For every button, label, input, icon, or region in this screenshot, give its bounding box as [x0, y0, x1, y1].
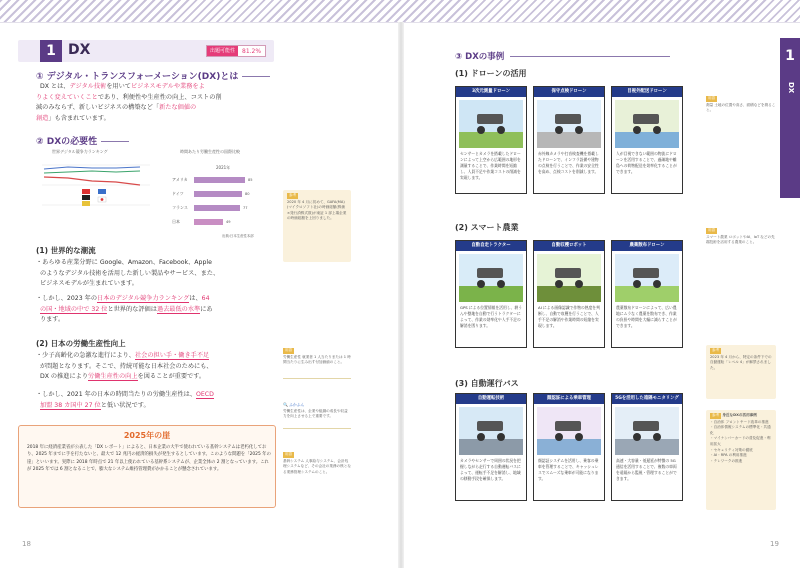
exam-rate-value: 81.2% — [238, 46, 265, 56]
chapter-title: DX — [68, 42, 91, 58]
subsection-smart-agri-title: (2) スマート農業 — [455, 223, 519, 232]
case-card-illustration — [537, 254, 601, 302]
subsection-1-2-title: (2) 日本の労働生産性向上 — [36, 339, 126, 348]
productivity-bar-value: 49 — [226, 220, 231, 224]
productivity-bar — [194, 177, 245, 183]
productivity-bar-label: アメリカ — [172, 177, 188, 182]
case-card-illustration — [615, 407, 679, 455]
exam-rate-badge — [206, 45, 266, 57]
side-divider-1 — [283, 378, 351, 379]
productivity-bar-label: ドイツ — [172, 191, 184, 196]
bullet-japan-ranking: ・しかし、2023 年の日本のデジタル競争力ランキングは、64 の国・地域の中で 32 位と世界的な評価は過去最低の水準にあ ります。 — [36, 295, 213, 323]
productivity-bar-value: 85 — [248, 178, 253, 182]
section-1-title: ① デジタル・トランスフォーメーション(DX)とは — [36, 69, 270, 82]
case-card-illustration — [615, 254, 679, 302]
chapter-tab-label: DX — [787, 82, 795, 94]
dx-case-item: ・テレワークの推進 — [710, 458, 743, 463]
side-note-gafam: 参考 2020 年 4 月に初めて、GAFA(MA)(マイクロソフト社)の時価総額(株価×発行済株式数)が東証 1 部上場企業の時価総額を上回りました。 — [283, 190, 351, 262]
case-card-illustration — [459, 100, 523, 148]
case-card — [533, 240, 605, 348]
chart2-caption: 時間あたり労働生産性の国際比較 — [180, 149, 240, 154]
chart2-source: 出典:日本生産性本部 — [222, 234, 254, 238]
case-card-title: 農薬散布ドローン — [612, 241, 682, 251]
chart2-year: 2021年 — [216, 165, 231, 170]
productivity-bar — [194, 205, 240, 211]
case-card — [611, 240, 683, 348]
bullet-oecd-rank: ・しかし、2021 年の日本の時間当たりの労働生産性は、OECD 加盟 38 カ国中 27 位と低い状況です。 — [36, 391, 214, 409]
magnifier-icon: 🔍 — [283, 402, 288, 407]
case-card-title: 3次元測量ドローン — [456, 87, 526, 97]
productivity-bar-value: 80 — [245, 192, 250, 196]
side-note-productivity-tip: 🔍 ふかふん 労働生産性は、企業や組織の成長や収益力を向上させる上で重要です。 — [283, 402, 348, 419]
case-card-title: 目視外配送ドローン — [612, 87, 682, 97]
section-2-title: ② DXの必要性 — [36, 134, 129, 147]
case-card — [611, 393, 683, 501]
case-card-illustration — [537, 100, 601, 148]
case-card-illustration — [459, 407, 523, 455]
cliff-2025-text: 2018 年に経済産業省が公表した「DX レポート」によると、日本企業の大半で使われている基幹システムは老朽化しており、2025 年までに手を打たないと、最大で 12 兆円の経済的損失が発生するとしています。このような問題を「2025 年の崖」といいます。実際に 2018 年時点で 21 年以上使われている基幹系システムが、企業全体の 2 割となっています。これが 2025 年では 6 割となることで、膨大なシステム維持管理費がかかることが懸念されています。 — [27, 445, 271, 473]
case-card-text: AI による画像認識で作物の熟度を判断し、自動で収穫を行うことで、人手不足の解消や作業時間の短縮を実現します。 — [538, 305, 600, 328]
bullet-labor-shortage: ・少子高齢化の急激な進行により、社会の担い手・働き手不足 が問題となります。そこで、持続可能な日本社会のためにも、 DX の推進により労働生産性の向上を図ることが重要です。 — [36, 352, 213, 380]
case-card-title: 自動収穫ロボット — [534, 241, 604, 251]
case-card-text: 農薬散布ドローンによって、広い農地にムラなく農薬を散布でき、作業の負担や時間を大幅に減らすことができます。 — [616, 305, 677, 328]
case-card-title: 自動自走トラクター — [456, 241, 526, 251]
side-note-core-system: 用語 基幹システム 人事給与システム、会計処理システムなど、その会社の業務の核となる業務管理システムのこと。 — [283, 452, 351, 474]
section-3-title: ③ DXの事例 — [455, 50, 670, 62]
dx-case-item: ・マイナンバーカードの普及促進・利用拡大 — [710, 436, 771, 446]
page-number-right: 19 — [770, 540, 779, 548]
side-note-level4: 参考 2023 年 4 月から、特定の条件下での自動運転「レベル 4」が解禁されました。 — [706, 345, 776, 399]
page-gutter — [398, 22, 404, 568]
case-card — [455, 393, 527, 501]
productivity-bar — [194, 191, 242, 197]
side-divider-2 — [283, 428, 351, 429]
productivity-bar-row — [172, 187, 272, 201]
page-number-left: 18 — [22, 540, 31, 548]
digital-ranking-chart — [38, 149, 156, 227]
chart1-caption: 世界デジタル競争力ランキング — [52, 149, 108, 154]
case-card — [611, 86, 683, 194]
case-card-title: 5Gを活用した遠隔モニタリング — [612, 394, 682, 404]
productivity-bar-row — [172, 173, 272, 187]
subsection-drone-title: (1) ドローンの活用 — [455, 69, 527, 78]
productivity-bar-label: 日本 — [172, 219, 180, 224]
dx-case-item: ・自治体 フロントヤード改革の推進 — [710, 419, 769, 424]
productivity-bar — [194, 219, 223, 225]
productivity-bar-value: 77 — [243, 206, 248, 210]
case-card — [455, 86, 527, 194]
side-note-survey: 用語 測量 土地の位置や高さ、面積などを測ること。 — [706, 96, 776, 113]
case-card-text: 高速・大容量・低遅延が特徴の 5G 通信を活用することで、複数の車両を遠隔から監視・管理することができます。 — [616, 458, 677, 481]
case-card — [533, 393, 605, 501]
header-stripes — [0, 0, 800, 22]
productivity-bar-row — [172, 215, 272, 229]
dx-case-item: ・AI・RPA の利用推進 — [710, 453, 747, 458]
subsection-auto-bus-title: (3) 自動運行バス — [455, 379, 519, 388]
bullet-global-trend: ・あらゆる産業分野に Google、Amazon、Facebook、Apple のようなデジタル技術を活用した新しい製品やサービス、また、 ビジネスモデルが生まれています。 — [36, 259, 220, 287]
case-card-title: 保守点検ドローン — [534, 87, 604, 97]
case-card-illustration — [459, 254, 523, 302]
dx-case-item: ・自治体情報システムの標準化・共通化 — [710, 425, 771, 435]
case-card-text: 人が目視できない範囲の物流にドローンを活用することで、過疎地や離島への荷物配送を効率化することができます。 — [616, 151, 677, 174]
case-card-text: 赤外線カメラや打音検査機を搭載したドローンで、インフラ設備や建物の点検を行うことで、作業の安全性を高め、点検コストを削減します。 — [538, 151, 599, 174]
chapter-number: 1 — [40, 40, 62, 62]
productivity-bar-row — [172, 201, 272, 215]
exam-rate-label: 出題可能性 — [207, 46, 238, 56]
cliff-2025-box — [18, 425, 276, 508]
case-card-text: 顔認証システムを活用し、乗客の乗車を管理することで、キャッシュレスでスムーズな乗車が可能になります。 — [538, 458, 599, 481]
case-card-text: カメラやセンサーで周囲の状況を把握しながら走行する自動運転バスによって、運転手不足を解消し、地域の移動手段を確保します。 — [460, 458, 521, 481]
case-card-illustration — [615, 100, 679, 148]
case-card-illustration — [537, 407, 601, 455]
section-1-body: DX とは、デジタル技術を用いてビジネスモデルや業務をよ りよく変えていくことであり、利便性や生産性の向上、コストの削 減のみならず、新しいビジネスの構築など「新たな価値の 創造」も含まれています。 — [36, 83, 222, 122]
cliff-2025-title: 2025年の崖 — [123, 431, 171, 440]
subsection-1-1-title: (1) 世界的な潮流 — [36, 246, 96, 255]
case-card — [533, 86, 605, 194]
case-card-text: センサーとカメラを搭載したドローンによって上空から広範囲の地形を測量することで、作業時間を短縮し、人員不足や作業コストの削減を実現します。 — [460, 151, 521, 180]
chapter-tab-number: 1 — [785, 48, 795, 64]
case-card — [455, 240, 527, 348]
productivity-chart — [172, 149, 272, 241]
side-note-smart-agri: 用語 スマート農業 ロボットやAI、IoT などの先端技術を活用する農業のこと。 — [706, 228, 775, 245]
case-card-text: GPS による位置情報を活用し、耕うんや整地を自動で行うトラクターによって、作業の効率化や人手不足の解消を図ります。 — [460, 305, 523, 328]
case-card-title: 自動運転技術 — [456, 394, 526, 404]
productivity-bar-label: フランス — [172, 205, 188, 210]
case-card-title: 顔認証による乗車管理 — [534, 394, 604, 404]
dx-case-item: ・セキュリティ対策の徹底 — [710, 447, 753, 452]
ranking-line-graph — [38, 155, 156, 227]
side-note-productivity-term: 用語 労働生産性 就業者 1 人当たりまたは 1 時間当たりに生み出す付加価値のこと。 — [283, 348, 351, 365]
side-note-dx-cases: 参考 身近なDXの活用事例 ・自治体 フロントヤード改革の推進 ・自治体情報システムの標準化・共通化 ・マイナンバーカードの普及促進・利用拡大 ・セキュリティ対策の徹底 ・AI・RPA の利用推進 ・テレワークの推進 — [706, 410, 776, 510]
